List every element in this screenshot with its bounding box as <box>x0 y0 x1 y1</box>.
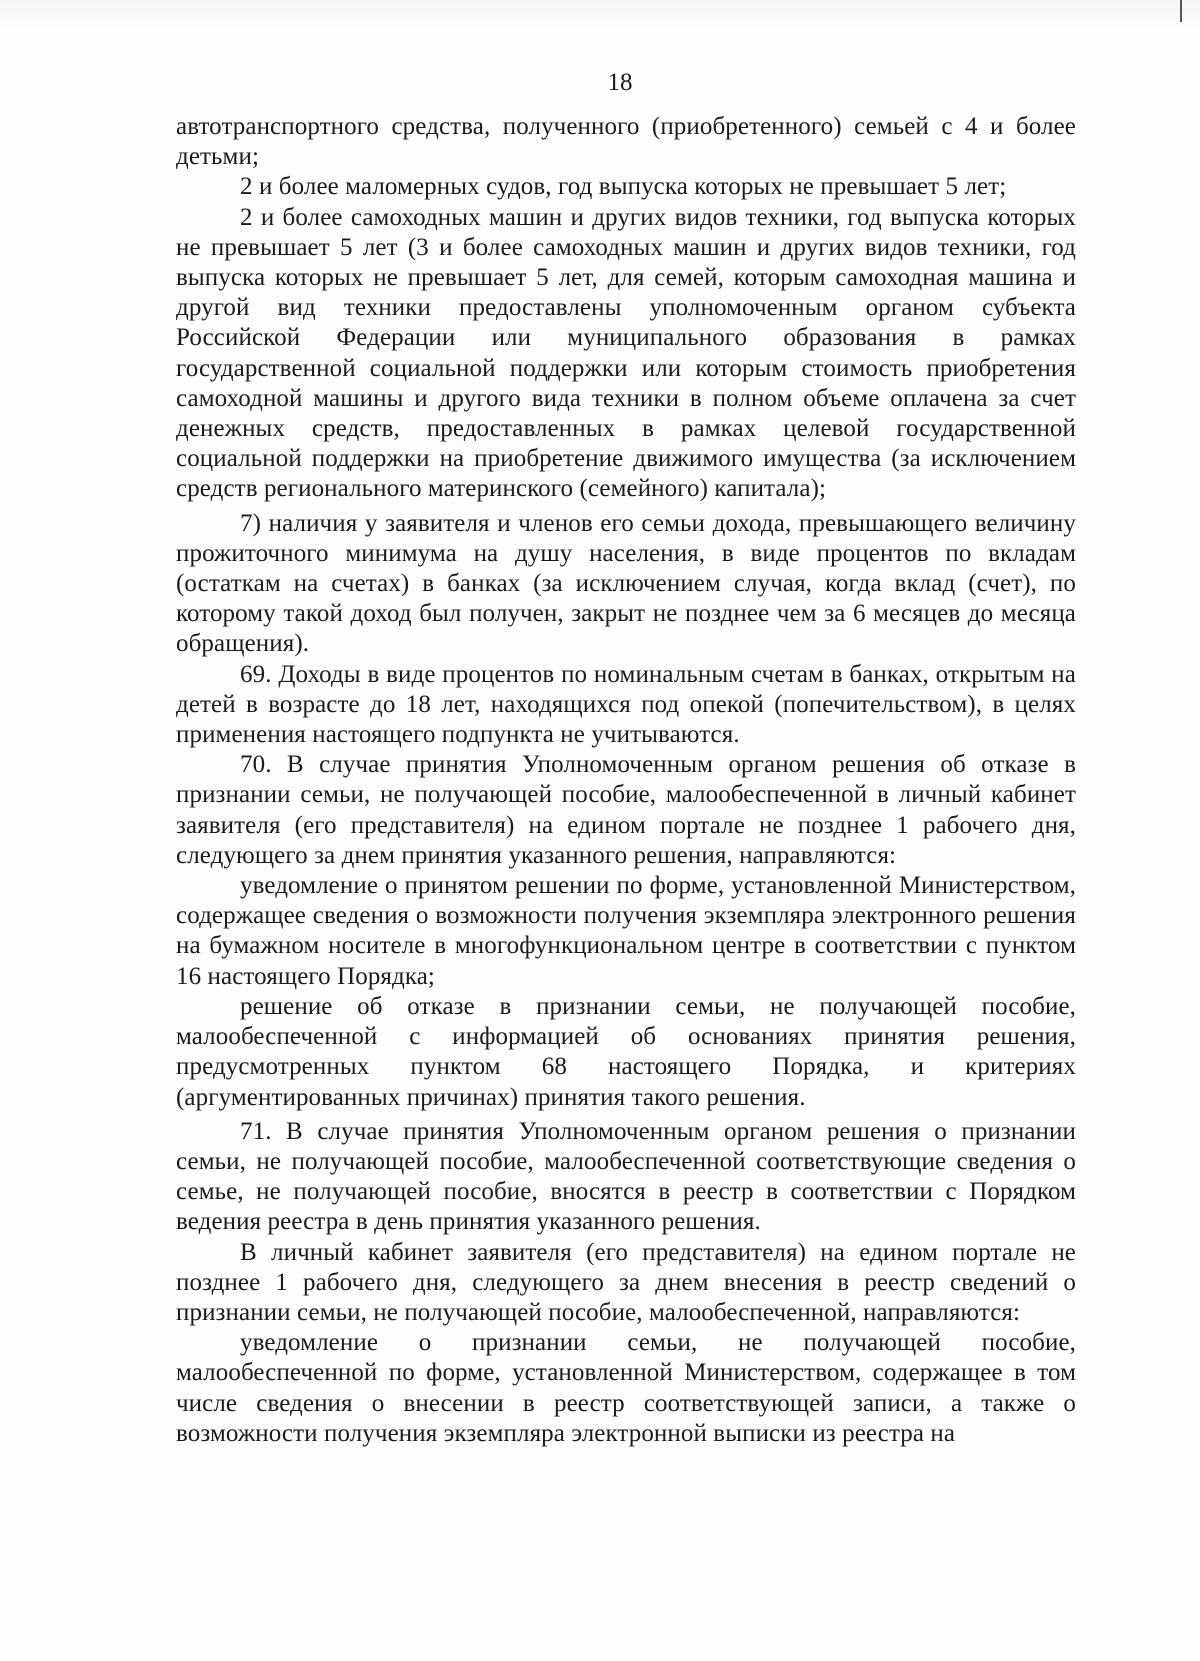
scan-mark <box>1180 0 1182 22</box>
paragraph-71: 71. В случае принятия Уполномоченным органом решения о признании семьи, не получающей пособие, малообеспеченной соответствующие сведения о семье, не получающей пособие, вносятся в реестр в соответствии с Порядком ведения реестра в день принятия указанного решения. <box>176 1117 1076 1236</box>
paragraph-70-notification: уведомление о принятом решении по форме, установленной Министерством, содержащее сведения о возможности получения экземпляра электронного решения на бумажном носителе в многофункциональном центре в соответствии с пунктом 16 настоящего Порядка; <box>176 872 1076 990</box>
paragraph-69: 69. Доходы в виде процентов по номинальным счетам в банках, открытым на детей в возрасте до 18 лет, находящихся под опекой (попечительством), в целях применения настоящего подпункта не учитываются. <box>176 660 1076 749</box>
scan-edge-shadow <box>0 0 1200 30</box>
paragraph-70: 70. В случае принятия Уполномоченным органом решения об отказе в признании семьи, не получающей пособие, малообеспеченной в личный кабинет заявителя (его представителя) на едином портале не позднее 1 рабочего дня, следующего за днем принятия указанного решения, направляются: <box>176 751 1076 869</box>
paragraph-71-notification: уведомление о признании семьи, не получающей пособие, малообеспеченной по форме, установленной Министерством, содержащее в том числе сведения о внесении в реестр соответствующей записи, а также о возможности получения экземпляра электронной выписки из реестра на <box>176 1329 1076 1447</box>
paragraph-71-personal-cabinet: В личный кабинет заявителя (его представителя) на едином портале не позднее 1 рабочего дня, следующего за днем внесения в реестр сведений о признании семьи, не получающей пособие, малообеспеченной, направляются: <box>176 1238 1076 1326</box>
paragraph-70-decision: решение об отказе в признании семьи, не получающей пособие, малообеспеченной с информацией об основаниях принятия решения, предусмотренных пунктом 68 настоящего Порядка, и критериях (аргументированных причинах) принятия такого решения. <box>176 992 1076 1111</box>
paragraph-self-propelled-machines: 2 и более самоходных машин и других видов техники, год выпуска которых не превышает 5 лет (3 и более самоходных машин и других видов техники, год выпуска которых не превышает 5 лет, для семей, которым самоходная машина и другой вид техники предоставлены уполномоченным органом субъекта Российской Федерации или муниципального образования в рамках государственной социальной поддержки или которым стоимость приобретения самоходной машины и другого вида техники в полном объеме оплачена за счет денежных средств, предоставленных в рамках целевой государственной социальной поддержки на приобретение движимого имущества (за исключением средств регионального материнского (семейного) капитала); <box>176 203 1076 503</box>
paragraph-small-vessels: 2 и более маломерных судов, год выпуска которых не превышает 5 лет; <box>240 173 1007 201</box>
paragraph-item-7: 7) наличия у заявителя и членов его семьи дохода, превышающего величину прожиточного минимума на душу населения, в виде процентов по вкладам (остаткам на счетах) в банках (за исключением случая, когда вклад (счет), по которому такой доход был получен, закрыт не позднее чем за 6 месяцев до месяца обращения). <box>176 509 1076 658</box>
document-body <box>176 112 1076 1449</box>
paragraph-continuation: автотранспортного средства, полученного (приобретенного) семьей с 4 и более детьми; <box>176 113 1076 171</box>
page-number: 18 <box>607 69 633 96</box>
